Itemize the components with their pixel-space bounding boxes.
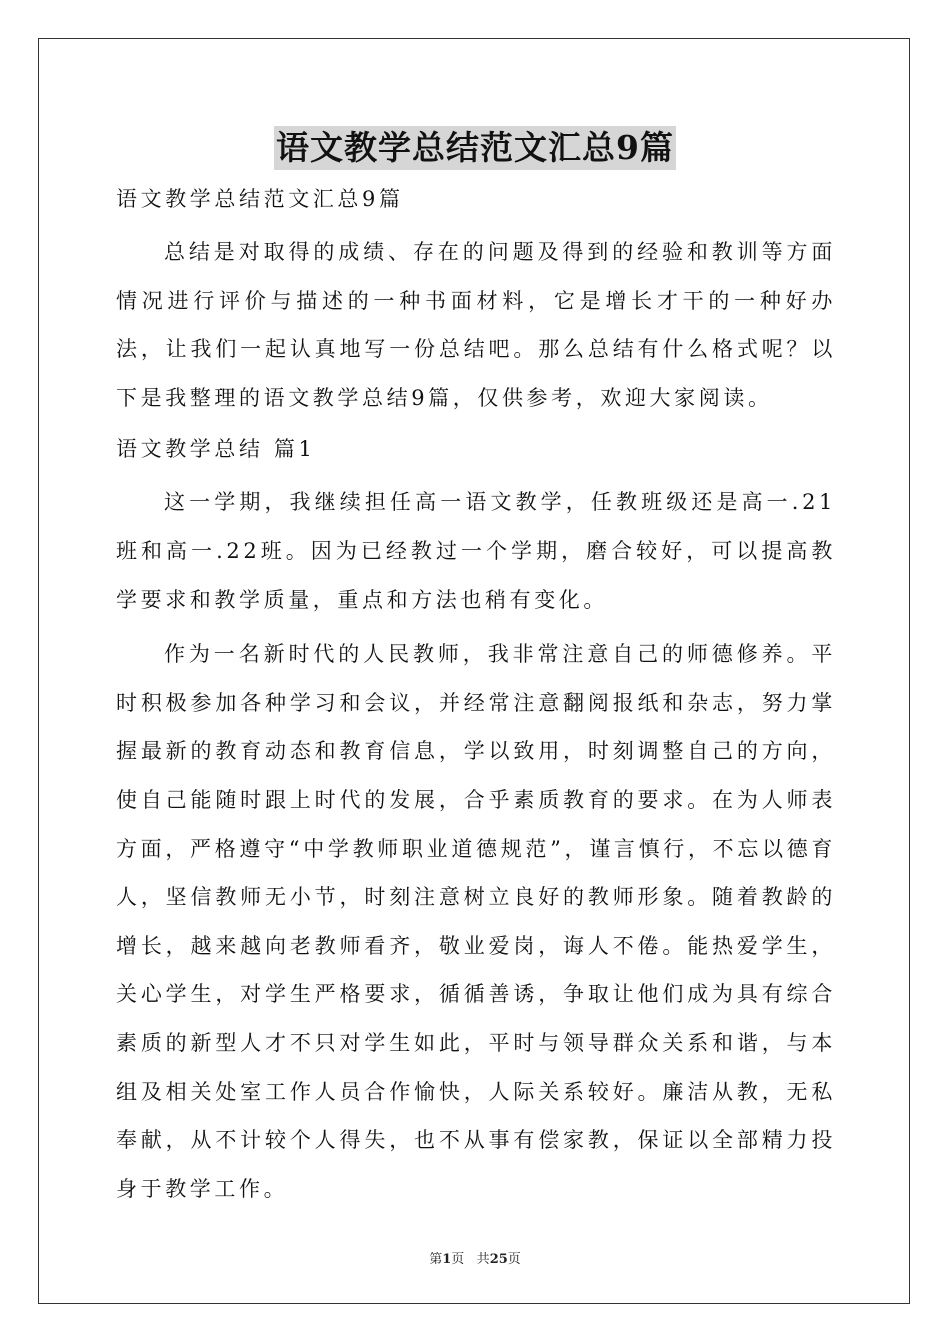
body-paragraph-2: 作为一名新时代的人民教师，我非常注意自己的师德修养。平时积极参加各种学习和会议，并经常注意翻阅报纸和杂志，努力掌握最新的教育动态和教育信息，学以致用，时刻调整自己的方向，使自己能随时跟上时代的发展，合乎素质教育的要求。在为人师表方面，严格遵守“中学教师职业道德规范”，谨言慎行，不忘以德育人，坚信教师无小节，时刻注意树立良好的教师形象。随着教龄的增长，越来越向老教师看齐，敬业爱岗，诲人不倦。能热爱学生，关心学生，对学生严格要求，循循善诱，争取让他们成为具有综合素质的新型人才不只对学生如此，平时与领导群众关系和谐，与本组及相关处室工作人员合作愉快，人际关系较好。廉洁从教，无私奉献，从不计较个人得失，也不从事有偿家教，保证以全部精力投身于教学工作。 [116,642,836,1201]
page-footer [0,1248,950,1267]
footer-page-number: 1 [442,1252,452,1267]
intro-paragraph: 总结是对取得的成绩、存在的问题及得到的经验和教训等方面情况进行评价与描述的一种书面材料，它是增长才干的一种好办法，让我们一起认真地写一份总结吧。那么总结有什么格式呢？以下是我整理的语文教学总结9篇，仅供参考，欢迎大家阅读。 [116,240,836,410]
footer-page-prefix: 第 [429,1252,443,1267]
footer-total-suffix: 页 [507,1252,521,1267]
footer-total-pages: 25 [489,1252,508,1267]
title-wrap [0,126,950,170]
document-body [116,178,836,1213]
footer-total-prefix: 共 [476,1252,490,1267]
document-title: 语文教学总结范文汇总9篇 [274,126,676,170]
document-subtitle: 语文教学总结范文汇总9篇 [116,187,404,211]
section-heading: 语文教学总结 篇1 [116,437,316,462]
footer-page-suffix: 页 [451,1252,465,1267]
body-paragraph-1: 这一学期，我继续担任高一语文教学，任教班级还是高一.21班和高一.22班。因为已经教过一个学期，磨合较好，可以提高教学要求和教学质量，重点和方法也稍有变化。 [116,490,836,612]
